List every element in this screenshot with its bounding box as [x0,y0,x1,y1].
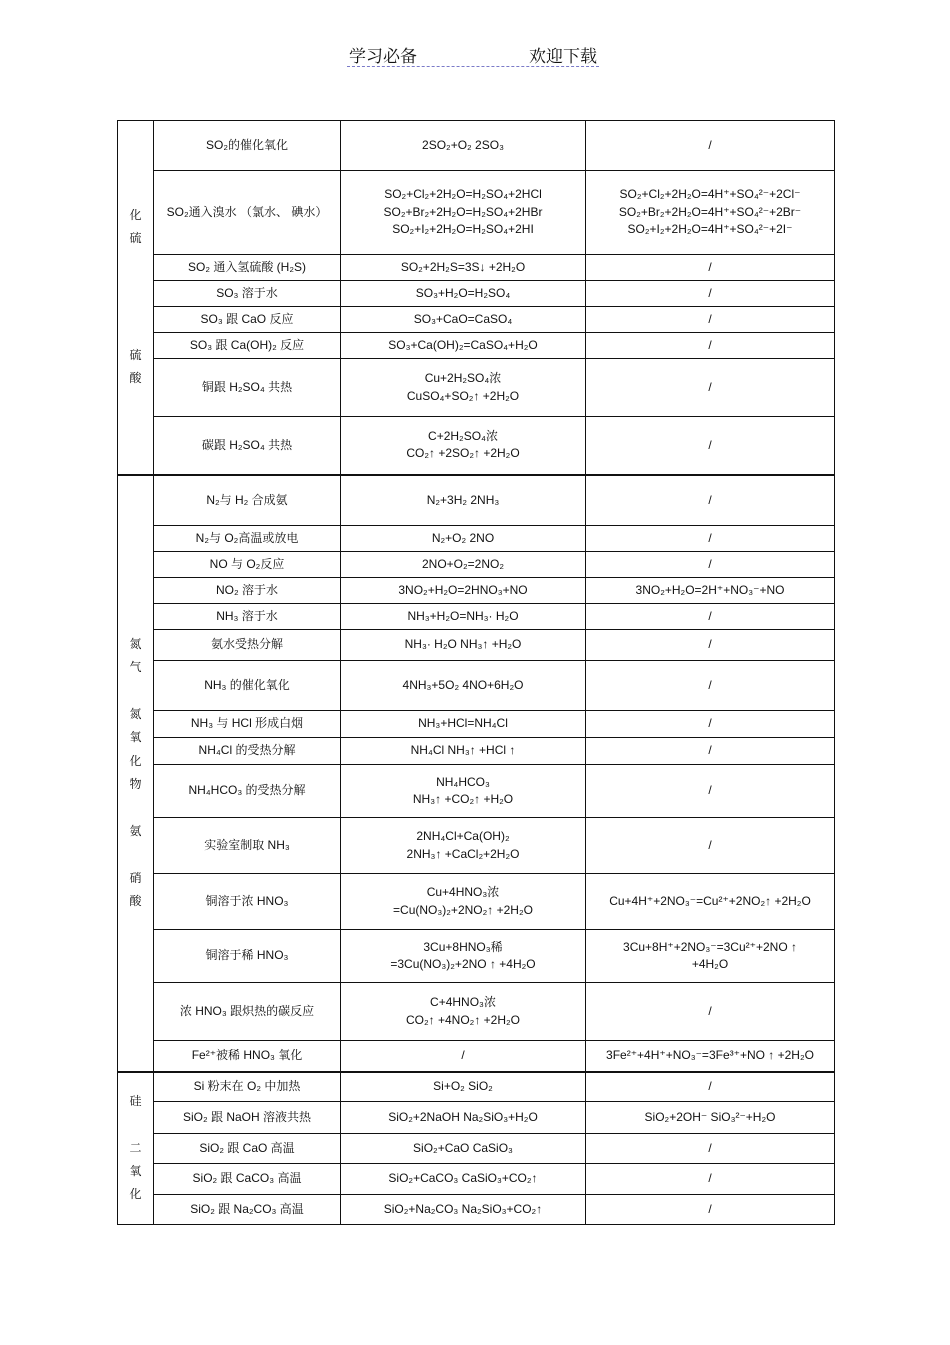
category-char: 氮 [129,636,142,651]
reaction-name-cell: 碳跟 H₂SO₄ 共热 [154,417,341,475]
category-char: 化 [129,1187,142,1202]
reaction-name-cell: SO₂通入溴水 （氯水、 碘水） [154,171,341,255]
reaction-name-cell: N₂与 H₂ 合成氨 [154,475,341,526]
category-char [121,324,150,341]
category-char: 化 [129,207,142,222]
reaction-name-cell: Fe²⁺被稀 HNO₃ 氧化 [154,1041,341,1072]
reaction-name-cell: NH₄HCO₃ 的受热分解 [154,765,341,818]
equation-cell [341,874,586,930]
equation-line: =3Cu(NO₃)₂+2NO ↑ +4H₂O [390,957,536,971]
ionic-equation-cell [586,661,835,711]
equation-line: SO₂+Cl₂+2H₂O=H₂SO₄+2HCl [384,187,542,202]
equation-cell [341,1195,586,1225]
equation-line: C+2H₂SO₄浓 [428,428,498,443]
equation-cell [341,526,586,552]
category-char: 化 [129,753,142,768]
ionic-equation-cell [586,930,835,983]
table-row [118,255,835,281]
reaction-name-cell: Si 粉末在 O₂ 中加热 [154,1072,341,1102]
ionic-equation-cell [586,765,835,818]
equation-line: SO₃+CaO=CaSO₄ [413,311,513,326]
equation-line: =Cu(NO₃)₂+2NO₂↑ +2H₂O [393,902,533,917]
ionic-equation-cell [586,1195,835,1225]
equation-line: 2NO+O₂=2NO₂ [421,556,504,571]
ionic-equation-line: / [708,337,712,352]
equation-line: NH₃↑ +CO₂↑ +H₂O [412,792,514,806]
reaction-name-cell: N₂与 O₂高温或放电 [154,526,341,552]
table-row [118,711,835,738]
equation-cell [341,818,586,874]
category-char: 物 [129,777,142,791]
equation-cell [341,171,586,255]
table-row [118,874,835,930]
equation-line: Si+O₂ SiO₂ [433,1079,493,1094]
category-cell [118,1072,154,1225]
ionic-equation-cell [586,417,835,475]
category-char [121,799,150,816]
ionic-equation-line: / [708,137,712,152]
category-char: 硝 [129,870,142,885]
ionic-equation-cell [586,1102,835,1134]
table-row [118,281,835,307]
equation-cell [341,281,586,307]
equation-line: Cu+2H₂SO₄浓 [424,371,502,386]
ionic-equation-cell [586,874,835,930]
equation-cell [341,630,586,661]
category-char: 酸 [129,371,142,386]
ionic-equation-line: / [708,437,712,452]
ionic-equation-cell [586,983,835,1041]
category-char [121,253,150,270]
equation-cell [341,333,586,359]
reaction-name-cell: NH₄Cl 的受热分解 [154,738,341,765]
category-char [121,1116,150,1133]
category-char: 氮 [129,706,142,721]
reaction-name-cell: SO₂的催化氧化 [154,121,341,171]
equation-cell [341,983,586,1041]
table-row [118,578,835,604]
ionic-equation-line: SO₂+Cl₂+2H₂O=4H⁺+SO₄²⁻+2Cl⁻ [619,187,801,202]
equation-cell [341,930,586,983]
ionic-equation-line: / [708,837,712,852]
ionic-equation-line: 3NO₂+H₂O=2H⁺+NO₃⁻+NO [635,582,785,597]
equation-line: SO₃+H₂O=H₂SO₄ [415,285,511,300]
reaction-name-cell: NH₃ 的催化氧化 [154,661,341,711]
ionic-equation-line: / [708,285,712,300]
category-char: 酸 [129,893,142,908]
ionic-equation-cell [586,281,835,307]
equation-line: SO₂+2H₂S=3S↓ +2H₂O [400,259,526,274]
equation-cell [341,255,586,281]
reaction-name-cell: SiO₂ 跟 Na₂CO₃ 高温 [154,1195,341,1225]
ionic-equation-line: +4H₂O [691,957,729,971]
equation-line: CO₂↑ +2SO₂↑ +2H₂O [406,446,520,461]
ionic-equation-line: / [708,1079,712,1094]
page-header [347,40,599,67]
table-row [118,661,835,711]
table-row [118,983,835,1041]
ionic-equation-cell [586,711,835,738]
equation-cell [341,1041,586,1072]
equation-line: N₂+O₂ 2NO [431,530,495,545]
ionic-equation-line: / [708,259,712,274]
equation-cell [341,552,586,578]
reaction-name-cell: 浓 HNO₃ 跟炽热的碳反应 [154,983,341,1041]
reaction-name-cell: 实验室制取 NH₃ [154,818,341,874]
reaction-name-cell: SiO₂ 跟 CaO 高温 [154,1134,341,1164]
category-char: 气 [129,660,142,675]
reaction-name-cell: NO₂ 溶于水 [154,578,341,604]
category-cell [118,475,154,1072]
equation-line: 2NH₃↑ +CaCl₂+2H₂O [406,846,520,861]
equation-line: SiO₂+CaO CaSiO₃ [413,1140,513,1155]
equation-cell [341,1134,586,1164]
ionic-equation-line: / [708,1003,712,1018]
ionic-equation-line: 3Fe²⁺+4H⁺+NO₃⁻=3Fe³⁺+NO ↑ +2H₂O [606,1048,814,1063]
ionic-equation-cell [586,255,835,281]
equation-line: SO₃+Ca(OH)₂=CaSO₄+H₂O [388,337,538,352]
table-row [118,930,835,983]
table-row [118,307,835,333]
equation-line: CuSO₄+SO₂↑ +2H₂O [406,388,520,403]
header-left-text: 学习必备 [349,47,417,67]
equation-cell [341,1164,586,1195]
reaction-name-cell: SO₃ 溶于水 [154,281,341,307]
table-row [118,1164,835,1195]
ionic-equation-line: / [708,637,712,652]
equation-line: NH₃+H₂O=NH₃· H₂O [407,608,519,623]
reaction-name-cell: 铜溶于浓 HNO₃ [154,874,341,930]
category-char: 氧 [129,1163,142,1178]
ionic-equation-line: SO₂+Br₂+2H₂O=4H⁺+SO₄²⁻+2Br⁻ [618,204,802,219]
reaction-table [117,120,835,1225]
equation-line: CO₂↑ +4NO₂↑ +2H₂O [405,1012,520,1027]
equation-cell [341,1072,586,1102]
equation-line: SO₂+Br₂+2H₂O=H₂SO₄+2HBr [383,204,543,219]
table-row [118,738,835,765]
equation-cell [341,765,586,818]
equation-line: SO₂+I₂+2H₂O=H₂SO₄+2HI [392,222,534,237]
ionic-equation-cell [586,333,835,359]
category-char: 硫 [129,348,142,363]
category-char [121,300,150,317]
table-row [118,818,835,874]
reaction-name-cell: 铜跟 H₂SO₄ 共热 [154,359,341,417]
equation-cell [341,604,586,630]
ionic-equation-cell [586,475,835,526]
reaction-name-cell: SO₃ 跟 CaO 反应 [154,307,341,333]
table-row [118,359,835,417]
equation-line: 3Cu+8HNO₃稀 [423,939,503,954]
ionic-equation-line: / [708,716,712,731]
ionic-equation-cell [586,578,835,604]
reaction-name-cell: NH₃ 与 HCl 形成白烟 [154,711,341,738]
ionic-equation-cell [586,1041,835,1072]
ionic-equation-cell [586,818,835,874]
ionic-equation-line: / [708,743,712,758]
table-row [118,1102,835,1134]
header-right-text: 欢迎下载 [529,47,597,67]
reaction-name-cell: 氨水受热分解 [154,630,341,661]
table-row [118,1041,835,1072]
reaction-name-cell: SiO₂ 跟 CaCO₃ 高温 [154,1164,341,1195]
equation-line: NH₃· H₂O NH₃↑ +H₂O [404,637,522,652]
ionic-equation-cell [586,526,835,552]
reaction-name-cell: SO₂ 通入氢硫酸 (H₂S) [154,255,341,281]
table-row [118,1072,835,1102]
ionic-equation-line: / [708,492,712,507]
reaction-name-cell: 铜溶于稀 HNO₃ [154,930,341,983]
ionic-equation-cell [586,359,835,417]
category-char [121,682,150,699]
ionic-equation-line: SO₂+I₂+2H₂O=4H⁺+SO₄²⁻+2I⁻ [627,222,793,237]
equation-line: NH₄Cl NH₃↑ +HCl ↑ [410,743,516,758]
category-char: 二 [129,1140,142,1155]
reaction-name-cell: SO₃ 跟 Ca(OH)₂ 反应 [154,333,341,359]
category-char [121,846,150,863]
equation-cell [341,307,586,333]
table-row [118,526,835,552]
table-row [118,417,835,475]
category-char: 氨 [129,823,142,838]
category-cell [118,121,154,475]
equation-cell [341,711,586,738]
equation-cell [341,475,586,526]
equation-line: Cu+4HNO₃浓 [426,885,500,900]
equation-line: / [461,1048,465,1063]
ionic-equation-cell [586,604,835,630]
equation-line: 2SO₂+O₂ 2SO₃ [422,137,504,152]
table-row [118,630,835,661]
ionic-equation-line: / [708,379,712,394]
equation-cell [341,738,586,765]
ionic-equation-line: / [708,556,712,571]
ionic-equation-line: SiO₂+2OH⁻ SiO₃²⁻+H₂O [644,1109,776,1124]
ionic-equation-cell [586,1072,835,1102]
equation-line: SiO₂+Na₂CO₃ Na₂SiO₃+CO₂↑ [383,1201,543,1216]
table-row [118,765,835,818]
reaction-name-cell: NO 与 O₂反应 [154,552,341,578]
ionic-equation-cell [586,1164,835,1195]
equation-line: NH₃+HCl=NH₄Cl [418,716,508,731]
ionic-equation-line: 3Cu+8H⁺+2NO₃⁻=3Cu²⁺+2NO ↑ [623,939,797,954]
table-row [118,475,835,526]
ionic-equation-cell [586,121,835,171]
ionic-equation-line: / [708,1201,712,1216]
equation-cell [341,578,586,604]
table-row [118,604,835,630]
equation-line: N₂+3H₂ 2NH₃ [426,492,500,507]
equation-line: SiO₂+CaCO₃ CaSiO₃+CO₂↑ [388,1171,538,1186]
equation-line: 2NH₄Cl+Ca(OH)₂ [416,829,510,844]
equation-line: 3NO₂+H₂O=2HNO₃+NO [398,582,528,597]
category-char: 硫 [129,231,142,246]
ionic-equation-cell [586,307,835,333]
reaction-name-cell: SiO₂ 跟 NaOH 溶液共热 [154,1102,341,1134]
equation-line: NH₄HCO₃ [436,774,490,789]
equation-cell [341,417,586,475]
table-row [118,1134,835,1164]
ionic-equation-cell [586,552,835,578]
table-row [118,333,835,359]
table-row [118,1195,835,1225]
ionic-equation-line: / [708,311,712,326]
ionic-equation-line: Cu+4H⁺+2NO₃⁻=Cu²⁺+2NO₂↑ +2H₂O [609,893,811,908]
ionic-equation-line: / [708,608,712,623]
ionic-equation-line: / [708,530,712,545]
equation-line: 4NH₃+5O₂ 4NO+6H₂O [402,677,524,692]
table-row [118,121,835,171]
ionic-equation-line: / [708,677,712,692]
ionic-equation-cell [586,630,835,661]
ionic-equation-line: / [708,1140,712,1155]
equation-cell [341,1102,586,1134]
category-char: 硅 [129,1093,142,1108]
ionic-equation-cell [586,171,835,255]
ionic-equation-cell [586,738,835,765]
equation-line: C+4HNO₃浓 [430,995,496,1010]
table-row [118,171,835,255]
equation-cell [341,359,586,417]
equation-line: SiO₂+2NaOH Na₂SiO₃+H₂O [388,1109,538,1124]
ionic-equation-cell [586,1134,835,1164]
equation-cell [341,121,586,171]
category-char [121,277,150,294]
table-row [118,552,835,578]
equation-cell [341,661,586,711]
reaction-name-cell: NH₃ 溶于水 [154,604,341,630]
ionic-equation-line: / [708,1171,712,1186]
category-char: 氧 [129,730,142,745]
ionic-equation-line: / [708,783,712,798]
